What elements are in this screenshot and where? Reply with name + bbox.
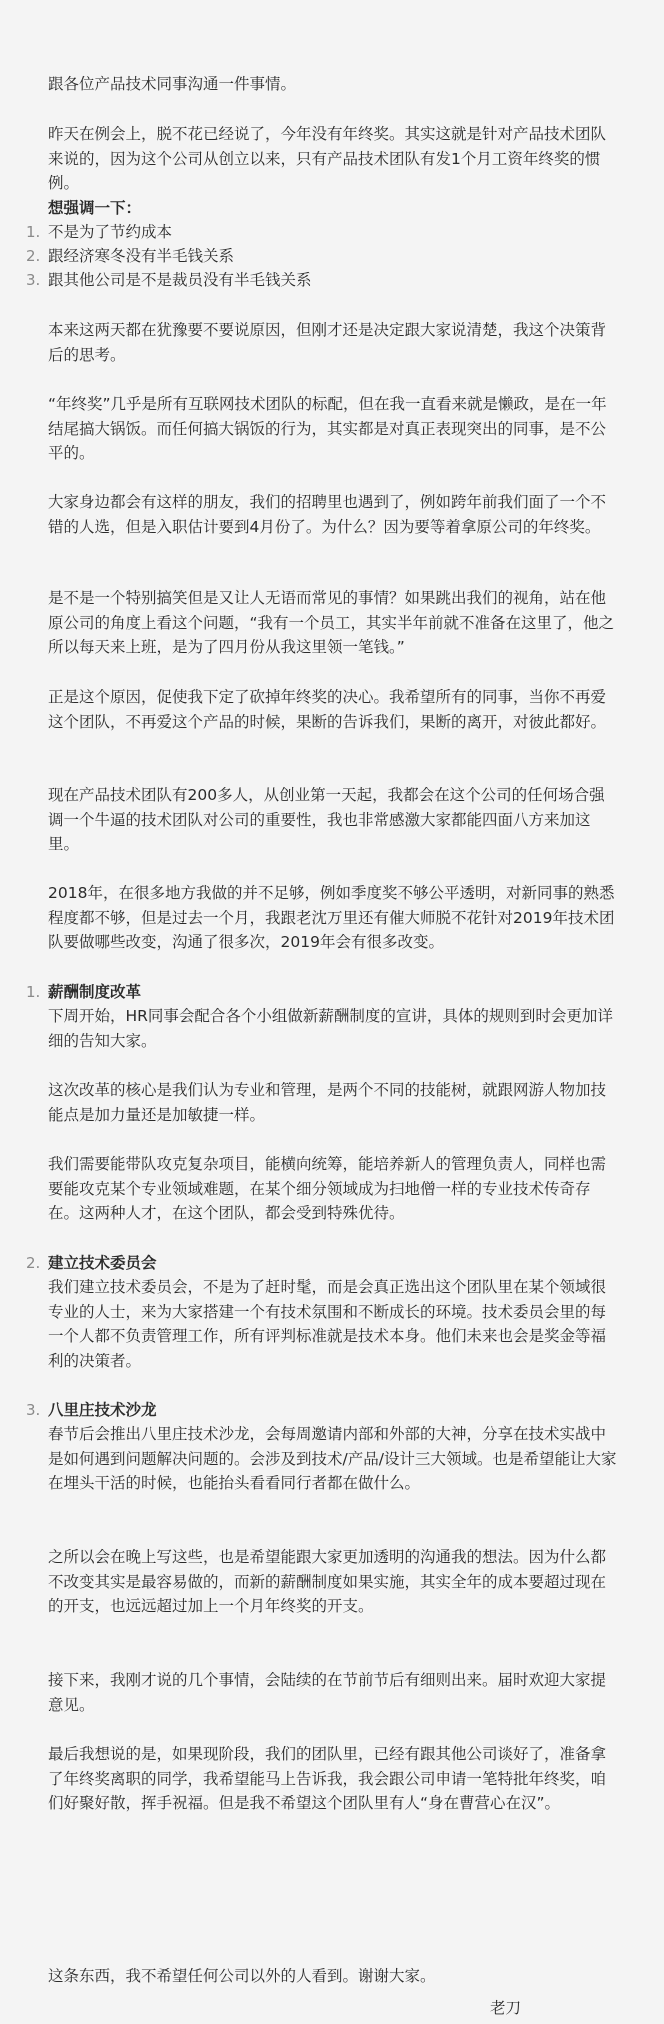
signature: 老刀: [490, 1999, 522, 2017]
paragraph-laughable: 是不是一个特别搞笑但是又让人无语而常见的事情？如果跳出我们的视角，站在他原公司的角度上看这个问题，“我有一个员工，其实半年前就不准备在这里了，他之所以每天来上班，是为了四月份从我这里领一笔钱。”: [48, 589, 615, 656]
section-paragraph: 下周开始，HR同事会配合各个小组做新薪酬制度的宣讲，具体的规则到时会更加详细的告知大家。: [48, 1007, 613, 1050]
section-paragraph: 春节后会推出八里庄技术沙龙，会每周邀请内部和外部的大神，分享在技术实战中是如何遇到问题解决问题的。会涉及到技术/产品/设计三大领域。也是希望能让大家在埋头干活的时候，也能抬头看看同行者都在做什么。: [48, 1425, 617, 1492]
section-title: 八里庄技术沙龙: [48, 1401, 157, 1419]
emphasis-heading: 想强调一下：: [48, 199, 142, 217]
list-item: [0, 220, 664, 244]
list-item: [0, 268, 664, 292]
paragraph-night: 之所以会在晚上写这些，也是希望能跟大家更加透明的沟通我的想法。因为什么都不改变其实是最容易做的，而新的薪酬制度如果实施，其实全年的成本要超过现在的开支，也远远超过加上一个月年终奖的开支。: [48, 1548, 607, 1615]
section-paragraph: 我们需要能带队攻克复杂项目，能横向统筹，能培养新人的管理负责人，同样也需要能攻克某个专业领域难题，在某个细分领域成为扫地僧一样的专业技术传奇存在。这两种人才，在这个团队，都会受到特殊优待。: [48, 1155, 607, 1222]
section-paragraph: 这次改革的核心是我们认为专业和管理，是两个不同的技能树，就跟网游人物加技能点是加力量还是加敏捷一样。: [48, 1081, 607, 1124]
paragraph-friends: 大家身边都会有这样的朋友，我们的招聘里也遇到了，例如跨年前我们面了一个不错的人选，但是入职估计要到4月份了。为什么？因为要等着拿原公司的年终奖。: [48, 493, 607, 536]
section-title: 薪酬制度改革: [48, 983, 142, 1001]
section-number: 3.: [26, 1401, 41, 1419]
paragraph-team: 现在产品技术团队有200多人，从创业第一天起，我都会在这个公司的任何场合强调一个牛逼的技术团队对公司的重要性，我也非常感激大家都能四面八方来加这里。: [48, 786, 605, 853]
list-text: 不是为了节约成本: [48, 223, 173, 241]
paragraph-hesitate: 本来这两天都在犹豫要不要说原因，但刚才还是决定跟大家说清楚，我这个决策背后的思考。: [48, 321, 607, 364]
section-title: 建立技术委员会: [48, 1254, 157, 1272]
list-number: 1.: [26, 223, 41, 241]
list-item: [0, 244, 664, 268]
paragraph-closing: 这条东西，我不希望任何公司以外的人看到。谢谢大家。: [48, 1967, 436, 1985]
list-text: 跟其他公司是不是裁员没有半毛钱关系: [48, 271, 312, 289]
list-number: 2.: [26, 247, 41, 265]
section-number: 1.: [26, 983, 41, 1001]
list-number: 3.: [26, 271, 41, 289]
section-number: 2.: [26, 1254, 41, 1272]
list-text: 跟经济寒冬没有半毛钱关系: [48, 247, 235, 265]
paragraph-next-steps: 接下来，我刚才说的几个事情，会陆续的在节前节后有细则出来。届时欢迎大家提意见。: [48, 1671, 607, 1714]
paragraph-no-bonus: 昨天在例会上，脱不花已经说了，今年没有年终奖。其实这就是针对产品技术团队来说的，因为这个公司从创立以来，只有产品技术团队有发1个月工资年终奖的惯例。: [48, 125, 607, 192]
paragraph-final: 最后我想说的是，如果现阶段，我们的团队里，已经有跟其他公司谈好了，准备拿了年终奖离职的同学，我希望能马上告诉我，我会跟公司申请一笔特批年终奖，咱们好聚好散，挥手祝福。但是我不希望这个团队里有人“身在曹营心在汉”。: [48, 1745, 607, 1812]
paragraph-year-end-bonus: “年终奖”几乎是所有互联网技术团队的标配，但在我一直看来就是懒政，是在一年结尾搞大锅饭。而任何搞大锅饭的行为，其实都是对真正表现突出的同事，是不公平的。: [48, 395, 607, 462]
paragraph-reason: 正是这个原因，促使我下定了砍掉年终奖的决心。我希望所有的同事，当你不再爱这个团队，不再爱这个产品的时候，果断的告诉我们，果断的离开，对彼此都好。: [48, 688, 607, 731]
paragraph-2018: 2018年，在很多地方我做的并不足够，例如季度奖不够公平透明，对新同事的熟悉程度都不够，但是过去一个月，我跟老沈万里还有催大师脱不花针对2019年技术团队要做哪些改变，沟通了很多次，2019年会有很多改变。: [48, 884, 615, 951]
intro-paragraph: 跟各位产品技术同事沟通一件事情。: [48, 75, 297, 93]
section-paragraph: 我们建立技术委员会，不是为了赶时髦，而是会真正选出这个团队里在某个领域很专业的人士，来为大家搭建一个有技术氛围和不断成长的环境。技术委员会里的每一个人都不负责管理工作，所有评判标准就是技术本身。他们未来也会是奖金等福利的决策者。: [48, 1278, 607, 1370]
